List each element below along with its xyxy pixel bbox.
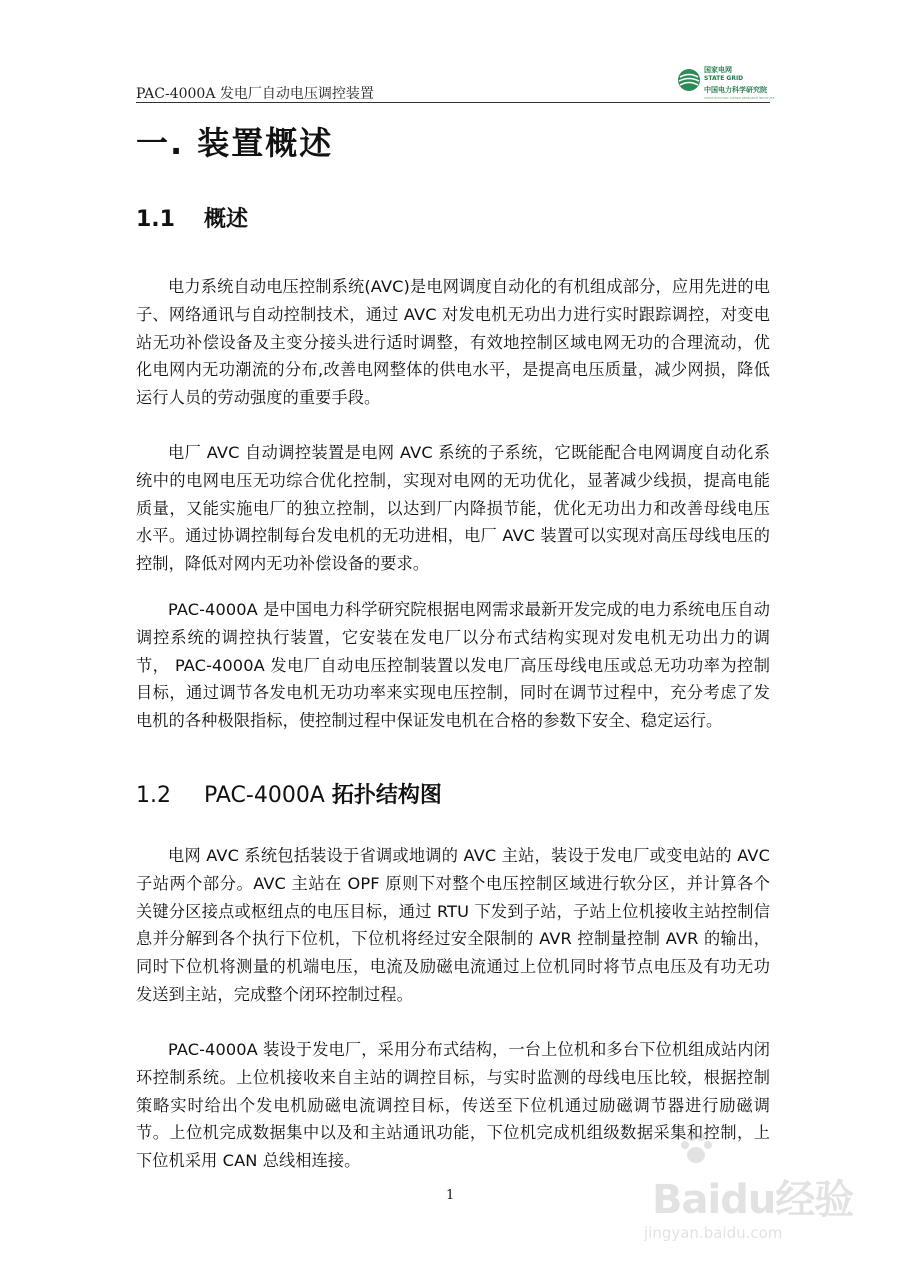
logo-line-4: CHINA ELECTRIC POWER RESEARCH INSTITUTE	[704, 96, 775, 100]
chapter-title: 一. 装置概述	[136, 124, 334, 162]
baidu-jingyan-watermark	[614, 1128, 854, 1248]
section-title-prefix: PAC-4000A	[204, 783, 325, 808]
header-divider	[136, 102, 770, 103]
watermark-url: jingyan.baidu.com	[644, 1224, 783, 1242]
header-title: PAC-4000A 发电厂自动电压调控装置	[136, 86, 374, 102]
section-title: 概述	[204, 207, 249, 232]
section-heading-1-2	[136, 778, 442, 809]
logo-line-3: 中国电力科学研究院	[704, 86, 767, 94]
logo-line-1: 国家电网	[704, 66, 732, 74]
watermark-brand: Baidu经验	[652, 1177, 854, 1223]
paragraph: 电网 AVC 系统包括装设于省调或地调的 AVC 主站，装设于发电厂或变电站的 AVC 子站两个部分。AVC 主站在 OPF 原则下对整个电压控制区域进行软分区，并计算各个关键分区接点或枢纽点的电压目标，通过 RTU 下发到子站，子站上位机接收主站控制信息并分解到各个执行下位机，下位机将经过安全限制的 AVR 控制量控制 AVR 的输出，同时下位机将测量的机端电压，电流及励磁电流通过上位机同时将节点电压及有功无功发送到主站，完成整个闭环控制过程。	[136, 846, 770, 1004]
paw-icon	[676, 1128, 716, 1168]
page-number: 1	[446, 1188, 455, 1203]
section-title-suffix: 拓扑结构图	[331, 783, 442, 808]
section-heading-1-1	[136, 202, 248, 233]
logo-line-2: STATE GRID	[704, 75, 744, 82]
paragraph: PAC-4000A 是中国电力科学研究院根据电网需求最新开发完成的电力系统电压自动调控系统的调控执行装置，它安装在发电厂以分布式结构实现对发电机无功出力的调节， PAC-4000A 发电厂自动电压控制装置以发电厂高压母线电压或总无功功率为控制目标，通过调节各发电机无功功率来实现电压控制，同时在调节过程中，充分考虑了发电机的各种极限指标，使控制过程中保证发电机在合格的参数下安全、稳定运行。	[136, 600, 770, 730]
paragraph: 电力系统自动电压控制系统(AVC)是电网调度自动化的有机组成部分，应用先进的电子、网络通讯与自动控制技术，通过 AVC 对发电机无功出力进行实时跟踪调控，对变电站无功补偿设备及主变分接头进行适时调整，有效地控制区域电网无功的合理流动，优化电网内无功潮流的分布,改善电网整体的供电水平，是提高电压质量，减少网损，降低运行人员的劳动强度的重要手段。	[136, 277, 770, 407]
section-number: 1.1	[136, 207, 175, 232]
state-grid-globe-icon	[676, 67, 702, 93]
paragraph: PAC-4000A 装设于发电厂，采用分布式结构，一台上位机和多台下位机组成站内闭环控制系统。上位机接收来自主站的调控目标，与实时监测的母线电压比较，根据控制策略实时给出个发电机励磁电流调控目标，传送至下位机通过励磁调节器进行励磁调节。上位机完成数据集中以及和主站通讯功能，下位机完成机组级数据采集和控制，上下位机采用 CAN 总线相连接。	[136, 1040, 770, 1170]
paragraph: 电厂 AVC 自动调控装置是电网 AVC 系统的子系统，它既能配合电网调度自动化系统中的电网电压无功综合优化控制，实现对电网的无功优化，显著减少线损，提高电能质量，又能实施电厂的独立控制，以达到厂内降损节能，优化无功出力和改善母线电压水平。通过协调控制每台发电机的无功进相，电厂 AVC 装置可以实现对高压母线电压的控制，降低对网内无功补偿设备的要求。	[136, 443, 770, 573]
section-number: 1.2	[136, 783, 171, 808]
page-header	[136, 80, 768, 102]
state-grid-logo	[676, 64, 776, 98]
